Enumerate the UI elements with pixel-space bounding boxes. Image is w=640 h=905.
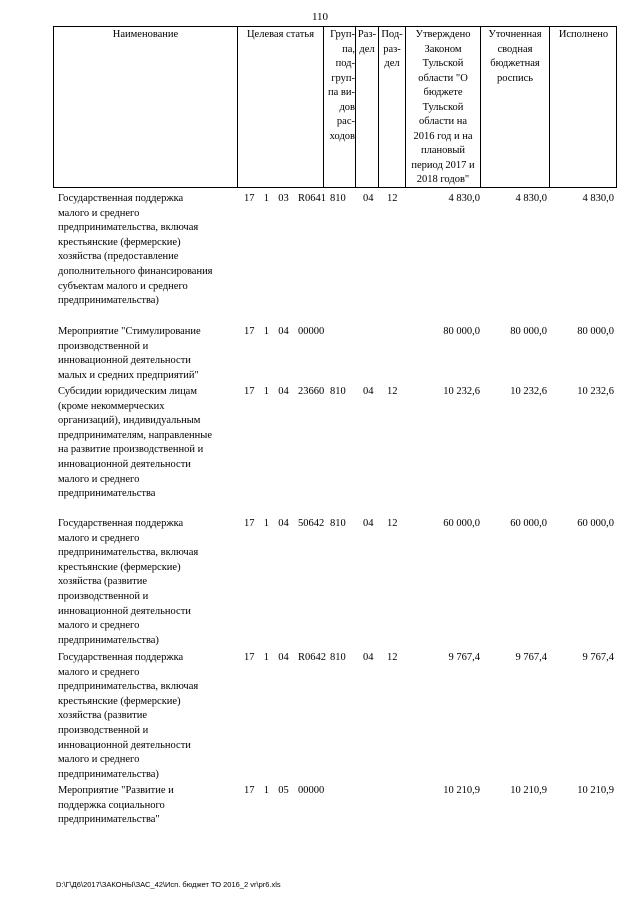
row-executed-amount: 4 830,0 [582,193,614,204]
row-name-line: малого и среднего [58,620,140,632]
row-name [58,192,238,309]
header-line: Груп- [330,29,355,40]
row-expense-group: 810 [330,193,346,204]
row-name-line: хозяйства (развитие [58,576,148,588]
column-divider [549,26,550,188]
page-number: 110 [311,11,329,23]
header-section [356,28,378,57]
row-expense-group: 810 [330,652,346,663]
row-refined-amount: 4 830,0 [515,193,547,204]
header-line: области "О [418,72,468,84]
row-subsection: 12 [387,652,398,663]
row-executed-amount: 80 000,0 [577,326,614,337]
row-name-line: организаций), индивидуальным [58,415,201,427]
row-target-article: 17 1 05 00000 [244,785,325,796]
header-line: плановый [420,145,466,156]
row-name-line: хозяйства (предоставление [58,251,179,263]
row-name-line: на развитие производственной и [58,444,204,456]
header-line: груп- [331,72,355,84]
row-name-line: крестьянские (фермерские) [58,561,181,573]
row-name-line: предпринимателям, направленные [58,429,212,441]
row-name-line: предпринимательства) [58,295,159,307]
row-refined-amount: 60 000,0 [510,518,547,529]
header-refined-budget [481,28,549,86]
header-subsection [379,28,405,72]
header-line: роспись [496,72,534,84]
row-executed-amount: 60 000,0 [577,518,614,529]
header-line: дел [384,58,400,69]
row-name-line: производственной и [58,724,149,736]
row-name-line: малого и среднего [58,666,140,678]
header-line: Законом [424,43,462,55]
header-line: Утверждено [415,29,471,40]
row-name-line: предпринимательства, включая [58,547,199,559]
row-name-line: предпринимательства) [58,768,159,780]
row-approved-amount: 10 210,9 [443,785,480,796]
row-name-line: производственной и [58,590,149,602]
row-name-line: предпринимательства) [58,634,159,646]
row-expense-group: 810 [330,386,346,397]
row-executed-amount: 9 767,4 [582,652,614,663]
row-subsection: 12 [387,386,398,397]
header-line: сводная [497,43,533,55]
row-name [58,517,238,648]
row-name-line: субъектам малого и среднего [58,280,188,292]
row-name-line: инновационной деятельности [58,739,191,751]
row-name-line: производственной и [58,340,149,352]
row-name-line: (кроме некоммерческих [58,400,165,412]
row-name-line: предпринимательства" [58,814,160,826]
row-name [58,784,238,828]
row-section: 04 [363,193,374,204]
row-name-line: инновационной деятельности [58,605,191,617]
row-name-line: малого и среднего [58,473,140,485]
row-name [58,385,238,502]
row-section: 04 [363,652,374,663]
row-target-article: 17 1 04 00000 [244,326,325,337]
row-name-line: предпринимательства, включая [58,681,199,693]
row-name-line: крестьянские (фермерские) [58,695,181,707]
row-section: 04 [363,386,374,397]
header-line: 2016 год и на [413,130,473,142]
header-line: раз- [383,43,401,55]
row-name-line: Государственная поддержка [58,193,184,204]
row-refined-amount: 80 000,0 [510,326,547,337]
row-approved-amount: 10 232,6 [443,386,480,397]
row-name-line: поддержка социального [58,799,165,811]
header-line: па, [342,43,355,55]
header-expense-group [324,28,355,144]
header-line: ходов [329,130,355,142]
header-line: па ви- [328,87,355,98]
row-approved-amount: 9 767,4 [448,652,480,663]
row-subsection: 12 [387,518,398,529]
header-line: Тульской [422,101,464,113]
row-name-line: малого и среднего [58,207,140,219]
row-refined-amount: 9 767,4 [515,652,547,663]
row-refined-amount: 10 232,6 [510,386,547,397]
row-target-article: 17 1 03 R0641 [244,193,327,204]
row-expense-group: 810 [330,518,346,529]
header-line: Уточненная [488,29,542,40]
row-executed-amount: 10 232,6 [577,386,614,397]
header-line: области на [418,116,467,127]
row-executed-amount: 10 210,9 [577,785,614,796]
header-line: бюджете [423,87,463,98]
header-line: 2018 годов" [416,174,470,185]
header-line: Тульской [422,58,464,69]
row-approved-amount: 4 830,0 [448,193,480,204]
row-target-article: 17 1 04 23660 [244,386,325,397]
header-line: Раз- [357,29,377,40]
row-section: 04 [363,518,374,529]
row-name-line: Мероприятие "Развитие и [58,785,174,796]
file-path-footer: D:\Г\Д6\2017\ЗАКОНЫ\ЗАС_42\Исп. бюджет ТО 2016_2 vr\pr6.xls [56,880,281,889]
header-line: Исполнено [558,29,609,40]
row-name-line: малого и среднего [58,754,140,766]
row-target-article: 17 1 04 R0642 [244,652,327,663]
row-name-line: хозяйства (развитие [58,710,148,722]
header-line: дел [359,43,375,55]
header-line: рас- [336,116,355,127]
header-executed [550,28,617,43]
header-line: Под- [381,29,403,40]
column-divider [237,26,238,188]
row-name-line: Мероприятие "Стимулирование [58,326,201,337]
row-refined-amount: 10 210,9 [510,785,547,796]
header-target-article: Целевая статья [246,29,315,40]
header-line: период 2017 и [411,159,475,171]
row-name-line: Государственная поддержка [58,518,184,529]
row-subsection: 12 [387,193,398,204]
row-name-line: Государственная поддержка [58,652,184,663]
row-name-line: крестьянские (фермерские) [58,236,181,248]
row-name-line: Субсидии юридическим лицам [58,386,197,397]
row-name [58,651,238,782]
row-name-line: малых и средних предприятий" [58,369,199,381]
header-approved [406,28,480,188]
header-name: Наименование [112,29,179,40]
row-name-line: дополнительного финансирования [58,265,213,277]
row-name-line: предпринимательства [58,488,156,500]
row-name-line: инновационной деятельности [58,458,191,470]
row-name [58,325,238,383]
header-line: дов [339,101,355,113]
row-name-line: предпринимательства, включая [58,222,199,234]
row-name-line: малого и среднего [58,532,140,544]
header-line: бюджетная [490,58,540,69]
row-approved-amount: 80 000,0 [443,326,480,337]
row-approved-amount: 60 000,0 [443,518,480,529]
row-target-article: 17 1 04 50642 [244,518,325,529]
row-name-line: инновационной деятельности [58,355,191,367]
header-line: под- [335,58,355,69]
